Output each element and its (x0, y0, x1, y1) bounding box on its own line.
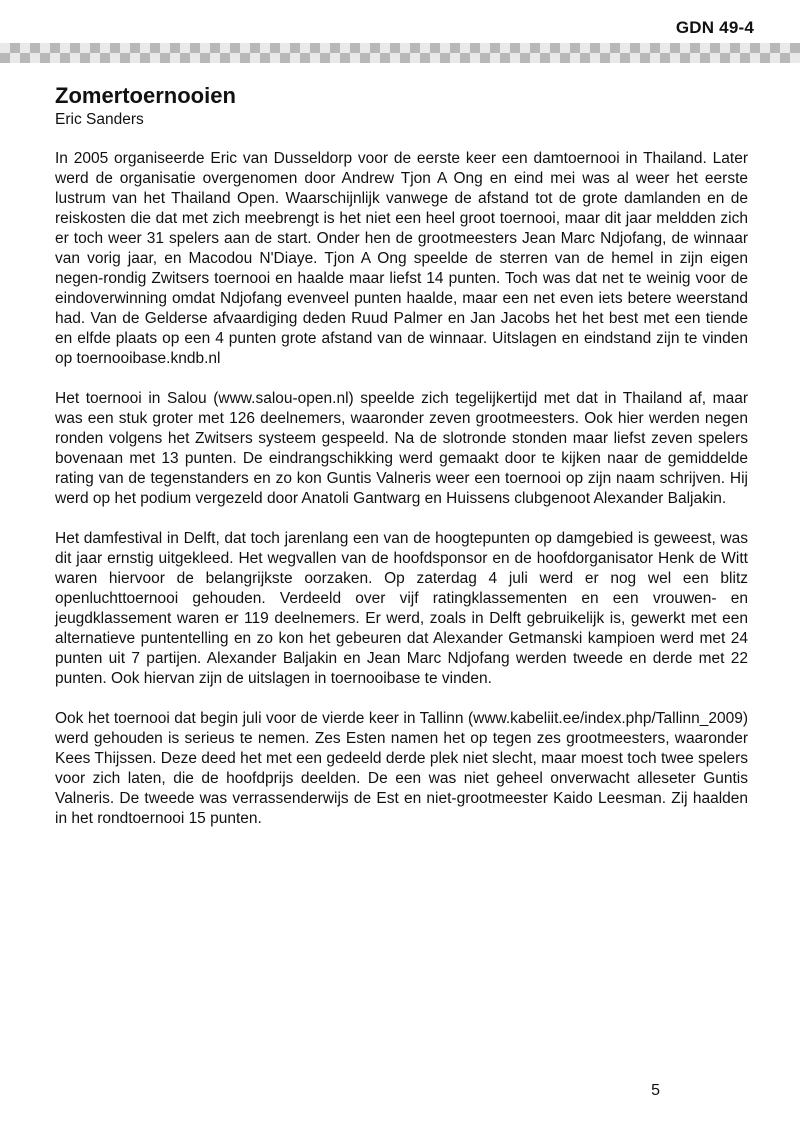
article-paragraph: Ook het toernooi dat begin juli voor de vierde keer in Tallinn (www.kabeliit.ee/index.php/Tallinn_2009) werd gehouden is serieus te nemen. Zes Esten namen het op tegen zes grootmeesters, waaronder Kees Thijssen. Deze deed het met een gedeeld derde plek niet slecht, maar moest toch twee spelers voor zich laten, die de hoofdprijs deelden. De een was niet geheel onverwacht alleseter Guntis Valneris. De tweede was verrassenderwijs de Est en niet-grootmeester Kaido Leesman. Zij haalden in het rondtoernooi 15 punten. (55, 710, 748, 827)
issue-label: GDN 49-4 (675, 18, 754, 37)
article (55, 82, 748, 849)
checkered-banner (0, 43, 800, 63)
article-title: Zomertoernooien (55, 83, 236, 108)
article-paragraph: Het damfestival in Delft, dat toch jarenlang een van de hoogtepunten op damgebied is geweest, was dit jaar ernstig uitgekleed. Het wegvallen van de hoofdsponsor en de hoofdorganisator Henk de Witt waren hiervoor de belangrijkste oorzaken. Op zaterdag 4 juli werd er nog wel een blitz openluchttoernooi gehouden. Verdeeld over vijf ratingklassementen en een vrouwen- en jeugdklassement waren er 119 deelnemers. Er werd, zoals in Delft gebruikelijk is, gewerkt met een alternatieve puntentelling en zo kon het gebeuren dat Alexander Getmanski kampioen werd met 24 punten uit 7 partijen. Alexander Baljakin en Jean Marc Ndjofang werden tweede en derde met 22 punten. Ook hiervan zijn de uitslagen in toernooibase te vinden. (55, 530, 748, 687)
page-number: 5 (651, 1082, 660, 1099)
article-paragraph: In 2005 organiseerde Eric van Dusseldorp voor de eerste keer een damtoernooi in Thailand. Later werd de organisatie overgenomen door Andrew Tjon A Ong en eind mei was al weer het eerste lustrum van het Thailand Open. Waarschijnlijk vanwege de afstand tot de grote damlanden en de reiskosten die dat met zich meebrengt is het niet een heel groot toernooi, maar dit jaar meldden zich er toch weer 31 spelers aan de start. Onder hen de grootmeesters Jean Marc Ndjofang, de winnaar van vorig jaar, en Macodou N'Diaye. Tjon A Ong speelde de sterren van de hemel in zijn eigen negen-rondig Zwitsers toernooi en haalde maar liefst 14 punten. Toch was dat net te weinig voor de eindoverwinning omdat Ndjofang evenveel punten haalde, maar een net even iets betere weerstand had. Van de Gelderse afvaardiging deden Ruud Palmer en Jan Jacobs het het best met een tiende en elfde plaats op een 4 punten grote afstand van de winnaar. Uitslagen en eindstand zijn te vinden op toernooibase.kndb.nl (55, 150, 748, 367)
article-paragraph: Het toernooi in Salou (www.salou-open.nl) speelde zich tegelijkertijd met dat in Thailand af, maar was een stuk groter met 126 deelnemers, waaronder zeven grootmeesters. Ook hier werden negen ronden volgens het Zwitsers systeem gespeeld. Na de slotronde stonden maar liefst zeven spelers bovenaan met 13 punten. De eindrangschikking werd gemaakt door te kijken naar de gemiddelde rating van de tegenstanders en zo kon Guntis Valneris weer een toernooi op zijn naam schrijven. Hij werd op het podium vergezeld door Anatoli Gantwarg en Huissens clubgenoot Alexander Baljakin. (55, 390, 748, 507)
article-author: Eric Sanders (55, 111, 144, 128)
